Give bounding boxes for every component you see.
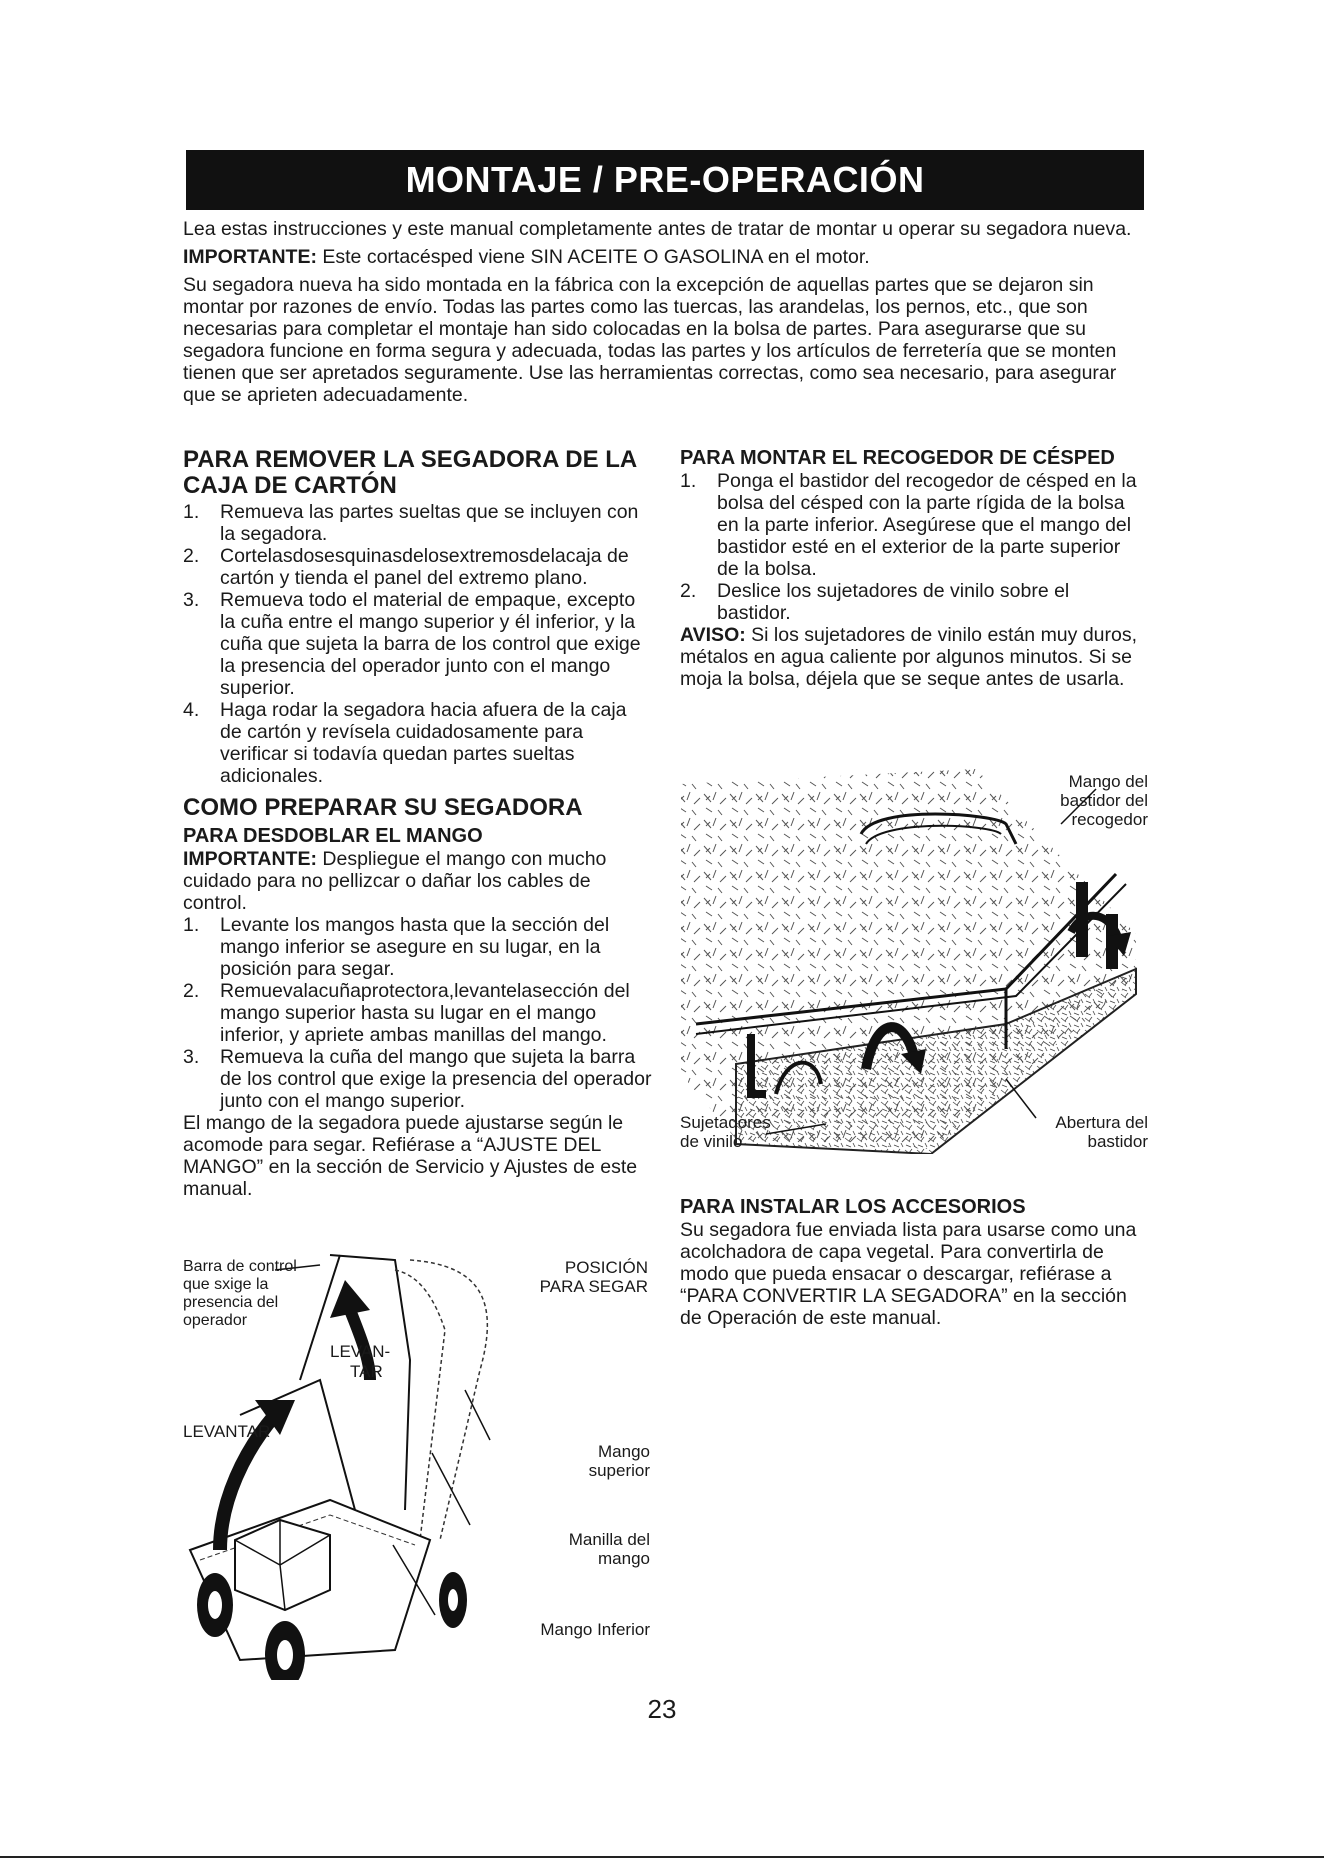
accessories-paragraph: Su segadora fue enviada lista para usarse como una acolchadora de capa vegetal. Para convertirla de modo que pueda ensacar o descargar, refiérase a “PARA CONVERTIR LA SEGADORA” en la sección de Operación de este manual. xyxy=(680,1219,1137,1329)
grass-catcher-figure xyxy=(676,764,1148,1154)
prepare-heading: COMO PREPARAR SU SEGADORA xyxy=(183,794,583,821)
handle-important-note: IMPORTANTE: Despliegue el mango con mucho cuidado para no pellizcar o dañar los cables de control. xyxy=(183,848,607,914)
mowing-position-label: POSICIÓN PARA SEGAR xyxy=(539,1258,648,1296)
handle-knob-label: Manilla del mango xyxy=(568,1530,650,1568)
remove-steps xyxy=(183,501,653,787)
intro-section xyxy=(183,218,1145,412)
list-item: 2. Deslice los sujetadores de vinilo sobre el bastidor. xyxy=(680,580,1070,624)
aviso-note: AVISO: Si los sujetadores de vinilo están muy duros, métalos en agua caliente por algunos minutos. Si se moja la bolsa, déjela que se seque antes de usarla. xyxy=(680,624,1138,690)
page-number: 23 xyxy=(647,1694,677,1724)
lower-handle-label: Mango Inferior xyxy=(540,1620,650,1639)
list-item: 2. Remuevalacuñaprotectora,levantelasección del mango superior hasta su lugar en el mango inferior, y apriete ambas manillas del mango. xyxy=(183,980,630,1046)
lift-short-label-2: TAR xyxy=(350,1362,383,1381)
important-label: IMPORTANTE: xyxy=(183,848,317,870)
list-item: 4. Haga rodar la segadora hacia afuera de la caja de cartón y revísela cuidadosamente para verificar si todavía quedan partes sueltas adicionales. xyxy=(183,699,627,787)
assembly-paragraph: Su segadora nueva ha sido montada en la fábrica con la excepción de aquellas partes que se dejaron sin montar por razones de envío. Todas las partes como las tuercas, las arandelas, los pernos, etc., que son necesarias para completar el montaje han sido colocadas en la bolsa de partes. Para asegurarse que su segadora funcione en forma segura y adecuada, todas las partes y los artículos de ferretería que se monten tienen que ser apretados seguramente. Use las herramientas correctas, como sea necesario, para asegurar que se aprieten adecuadamente. xyxy=(183,274,1117,406)
catcher-heading: PARA MONTAR EL RECOGEDOR DE CÉSPED xyxy=(680,447,1115,469)
intro-paragraph: Lea estas instrucciones y este manual completamente antes de tratar de montar u operar su segadora nueva. xyxy=(183,218,1132,240)
frame-handle-label: Mango del bastidor del recogedor xyxy=(1060,772,1148,829)
accessories-heading: PARA INSTALAR LOS ACCESORIOS xyxy=(680,1196,1026,1218)
unfold-heading: PARA DESDOBLAR EL MANGO xyxy=(183,825,483,847)
left-column xyxy=(183,447,653,1200)
right-column xyxy=(680,447,1145,690)
adjust-paragraph: El mango de la segadora puede ajustarse según le acomode para segar. Refiérase a “AJUSTE DEL MANGO” en la sección de Servicio y Ajustes de este manual. xyxy=(183,1112,638,1200)
control-bar-label: Barra de control que sxige la presencia del operador xyxy=(183,1258,297,1329)
aviso-label: AVISO: xyxy=(680,624,746,646)
list-item: 1. Levante los mangos hasta que la sección del mango inferior se asegure en su lugar, en la posición para segar. xyxy=(183,914,610,980)
mower-handle-figure xyxy=(180,1240,652,1680)
remove-heading: PARA REMOVER LA SEGADORA DE LA CAJA DE CARTÓN xyxy=(183,446,637,499)
bottom-rule xyxy=(0,1856,1324,1858)
list-item: 1. Ponga el bastidor del recogedor de césped en la bolsa del césped con la parte rígida de la bolsa en la parte inferior. Asegúrese que el mango del bastidor esté en el exterior de la parte superior de la bolsa. xyxy=(680,470,1137,580)
frame-opening-label: Abertura del bastidor xyxy=(1055,1113,1148,1151)
important-label: IMPORTANTE: xyxy=(183,246,317,268)
vinyl-clips-label: Sujetadores de vinilo xyxy=(680,1113,771,1151)
upper-handle-label: Mango superior xyxy=(588,1442,650,1480)
list-item: 3. Remueva todo el material de empaque, excepto la cuña entre el mango superior y él inferior, y la cuña que sujeta la barra de los control que exige la presencia del operador junto con el mango superior. xyxy=(183,589,641,699)
important-note xyxy=(183,246,1145,268)
unfold-steps xyxy=(183,914,653,1112)
lift-short-label-1: LEVAN- xyxy=(330,1342,391,1361)
list-item: 3. Remueva la cuña del mango que sujeta la barra de los control que exige la presencia del operador junto con el mango superior. xyxy=(183,1046,652,1112)
accessories-section xyxy=(680,1196,1145,1329)
page-title: MONTAJE / PRE-OPERACIÓN xyxy=(186,150,1144,210)
list-item: 2. Cortelasdosesquinasdelosextremosdelacaja de cartón y tienda el panel del extremo plano. xyxy=(183,545,629,589)
list-item: 1. Remueva las partes sueltas que se incluyen con la segadora. xyxy=(183,501,639,545)
lift-label: LEVANTAR xyxy=(183,1422,271,1441)
important-text: Este cortacésped viene SIN ACEITE O GASOLINA en el motor. xyxy=(316,246,870,268)
catcher-steps xyxy=(680,470,1145,624)
